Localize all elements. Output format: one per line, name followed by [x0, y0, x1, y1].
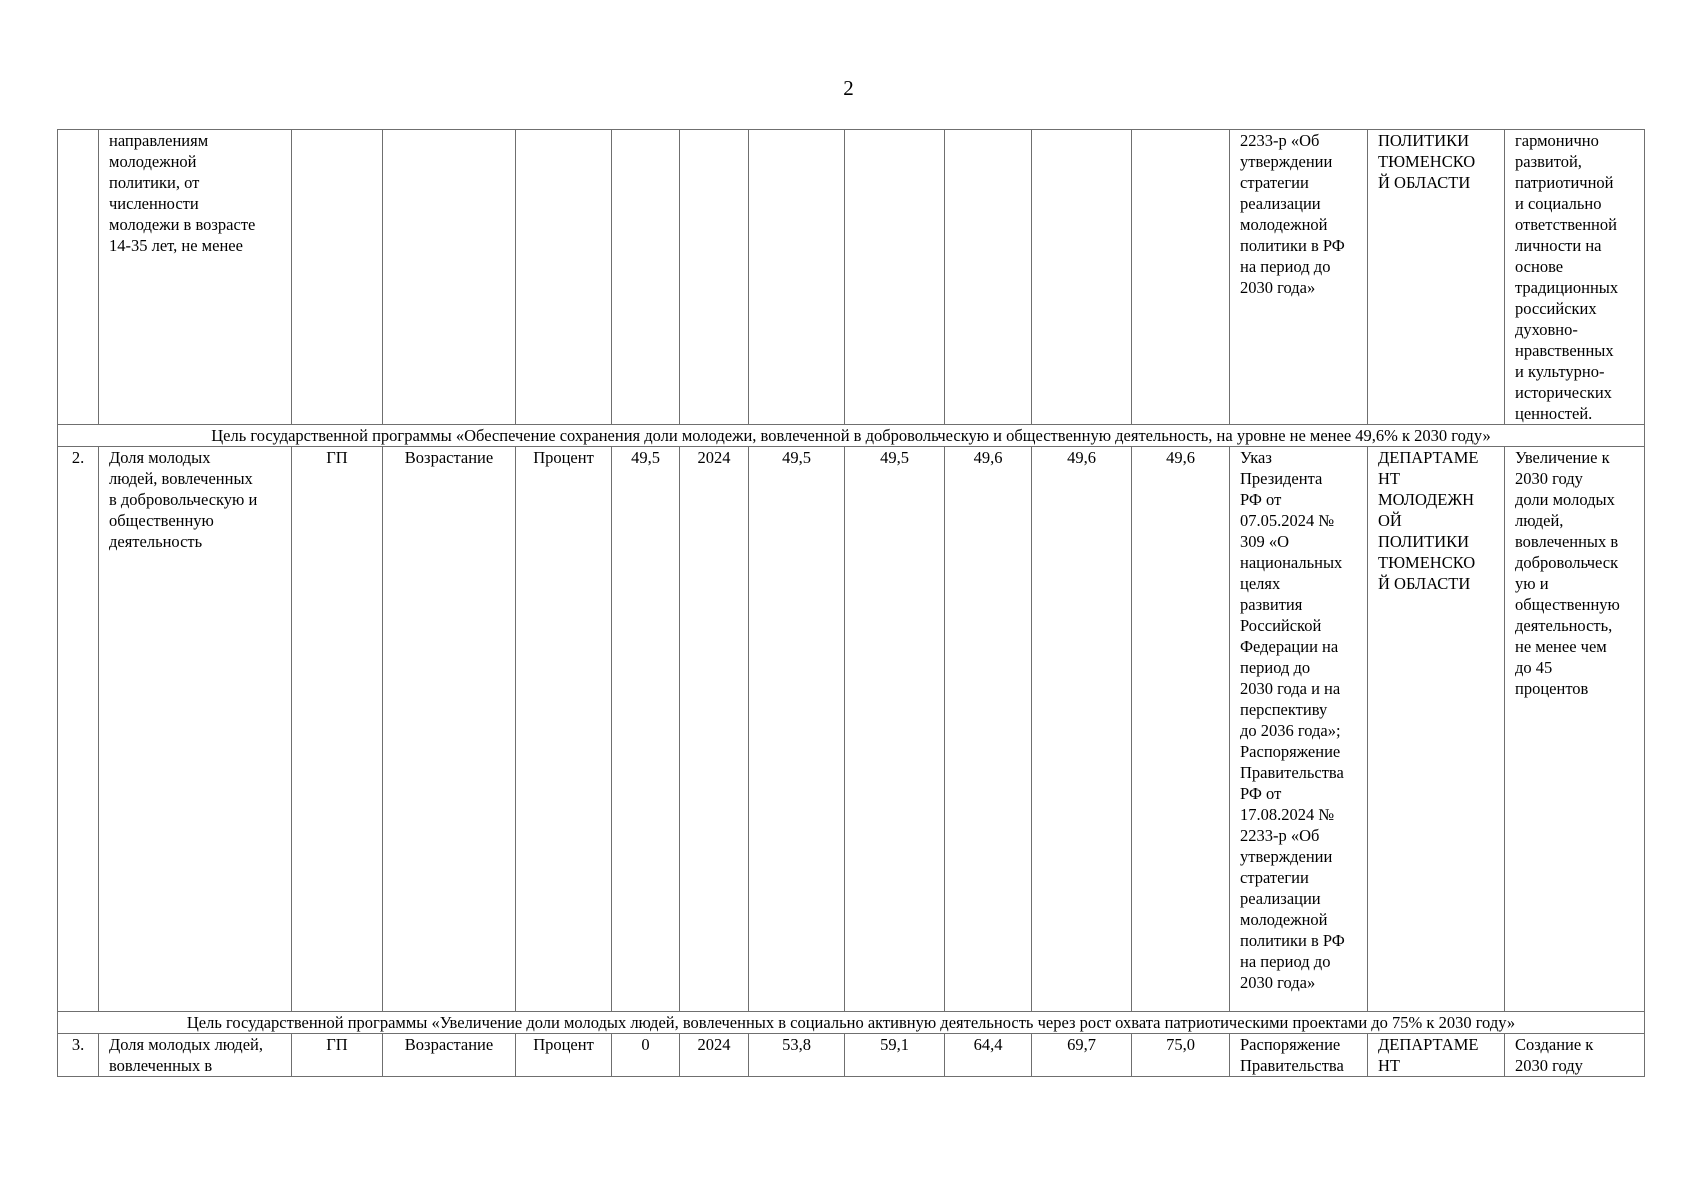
value-year-5 — [1132, 130, 1230, 425]
regulatory-document: Указ Президента РФ от 07.05.2024 № 309 «О национальных целях развития Российской Федерации на период до 2030 года и на перспективу до 2036 года»; Распоряжение Правительства РФ от 17.08.2024 № 2233-р «Об утверждении стратегии реализации молодежной политики в РФ на период до 2030 года» — [1230, 447, 1368, 1012]
indicator-level: ГП — [292, 447, 383, 1012]
indicator-name: направлениям молодежной политики, от численности молодежи в возрасте 14-35 лет, не менее — [99, 130, 292, 425]
value-year-5: 49,6 — [1132, 447, 1230, 1012]
value-year-3 — [945, 130, 1032, 425]
indicator-level — [292, 130, 383, 425]
responsible-body: ДЕПАРТАМЕ НТ — [1368, 1034, 1505, 1077]
value-year-1 — [749, 130, 845, 425]
row-number: 2. — [58, 447, 99, 1012]
indicator-trend: Возрастание — [383, 447, 516, 1012]
indicator-name: Доля молодых людей, вовлеченных в добровольческую и общественную деятельность — [99, 447, 292, 1012]
indicators-table — [57, 129, 1645, 1077]
national-goal-link: гармонично развитой, патриотичной и социально ответственной личности на основе традиционных российских духовно- нравственных и культурно- исторических ценностей. — [1505, 130, 1645, 425]
unit — [516, 130, 612, 425]
row-number: 3. — [58, 1034, 99, 1077]
goal-row — [58, 1012, 1645, 1034]
value-year-2 — [845, 130, 945, 425]
table-row — [58, 447, 1645, 1012]
page-number: 2 — [843, 76, 854, 100]
table-row — [58, 1034, 1645, 1077]
program-goal: Цель государственной программы «Обеспечение сохранения доли молодежи, вовлеченной в добровольческую и общественную деятельность, на уровне не менее 49,6% к 2030 году» — [58, 425, 1645, 447]
indicator-name: Доля молодых людей, вовлеченных в — [99, 1034, 292, 1077]
responsible-body: ДЕПАРТАМЕ НТ МОЛОДЕЖН ОЙ ПОЛИТИКИ ТЮМЕНСКО Й ОБЛАСТИ — [1368, 447, 1505, 1012]
value-year-2: 49,5 — [845, 447, 945, 1012]
base-value: 49,5 — [612, 447, 680, 1012]
table-row — [58, 130, 1645, 425]
value-year-3: 49,6 — [945, 447, 1032, 1012]
value-year-3: 64,4 — [945, 1034, 1032, 1077]
national-goal-link: Увеличение к 2030 году доли молодых людей, вовлеченных в добровольческ ую и общественную деятельность, не менее чем до 45 процентов — [1505, 447, 1645, 1012]
value-year-4: 69,7 — [1032, 1034, 1132, 1077]
regulatory-document: 2233-р «Об утверждении стратегии реализации молодежной политики в РФ на период до 2030 года» — [1230, 130, 1368, 425]
program-goal: Цель государственной программы «Увеличение доли молодых людей, вовлеченных в социально активную деятельность через рост охвата патриотическими проектами до 75% к 2030 году» — [58, 1012, 1645, 1034]
value-year-4: 49,6 — [1032, 447, 1132, 1012]
base-year: 2024 — [680, 1034, 749, 1077]
national-goal-link: Создание к 2030 году — [1505, 1034, 1645, 1077]
value-year-1: 53,8 — [749, 1034, 845, 1077]
value-year-2: 59,1 — [845, 1034, 945, 1077]
value-year-4 — [1032, 130, 1132, 425]
row-number — [58, 130, 99, 425]
base-year — [680, 130, 749, 425]
value-year-1: 49,5 — [749, 447, 845, 1012]
indicator-level: ГП — [292, 1034, 383, 1077]
value-year-5: 75,0 — [1132, 1034, 1230, 1077]
unit: Процент — [516, 1034, 612, 1077]
base-value — [612, 130, 680, 425]
goal-row — [58, 425, 1645, 447]
regulatory-document: Распоряжение Правительства — [1230, 1034, 1368, 1077]
unit: Процент — [516, 447, 612, 1012]
indicator-trend — [383, 130, 516, 425]
base-year: 2024 — [680, 447, 749, 1012]
base-value: 0 — [612, 1034, 680, 1077]
responsible-body: ПОЛИТИКИ ТЮМЕНСКО Й ОБЛАСТИ — [1368, 130, 1505, 425]
indicator-trend: Возрастание — [383, 1034, 516, 1077]
